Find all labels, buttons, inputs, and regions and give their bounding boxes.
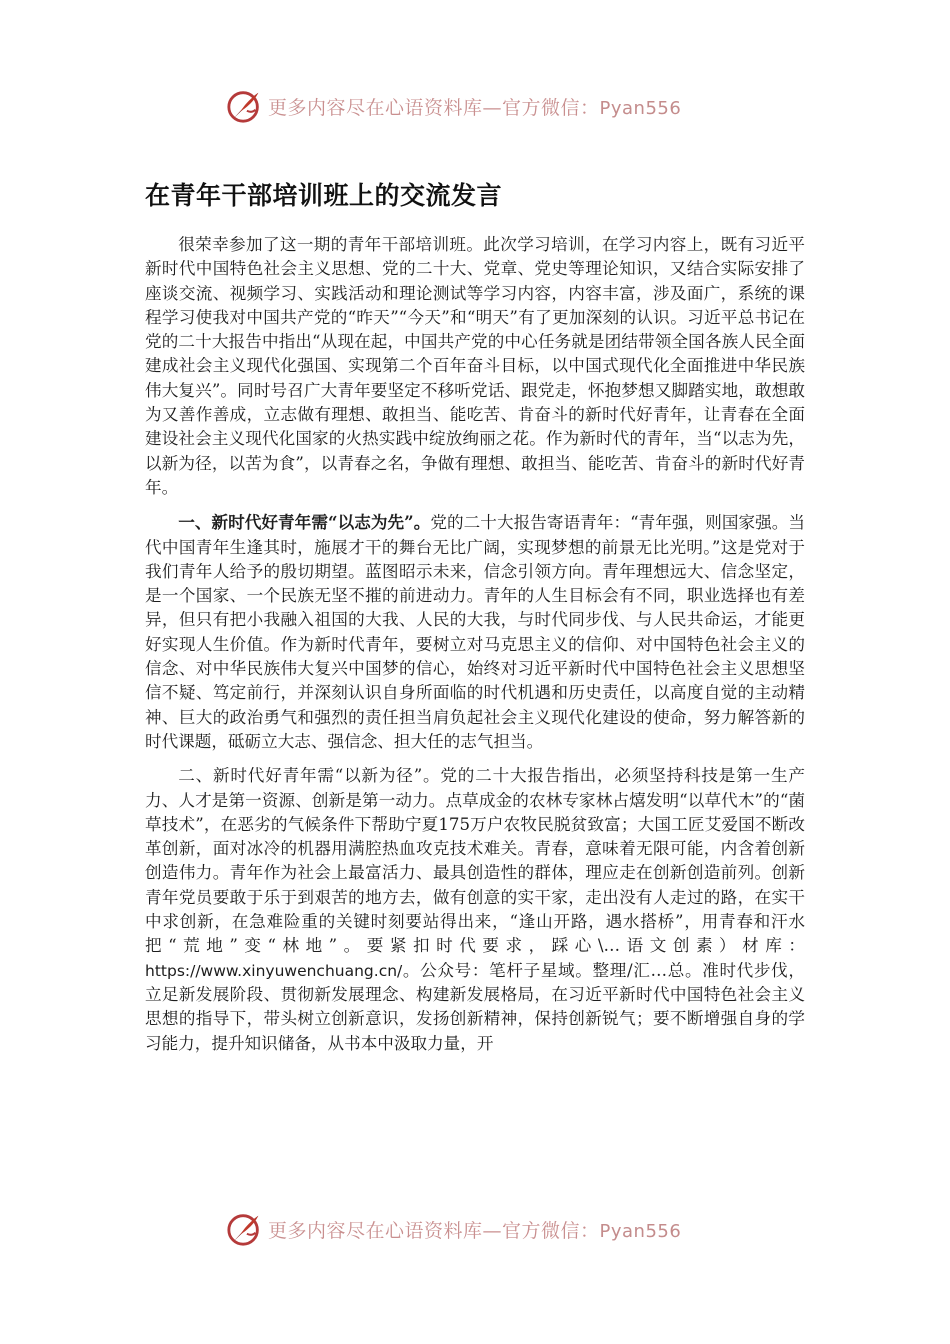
paragraph-intro: 很荣幸参加了这一期的青年干部培训班。此次学习培训，在学习内容上，既有习近平新时代中国特色社会主义思想、党的二十大、党章、党史等理论知识，又结合实际安排了座谈交流、视频学习、实践活动和理论测试等学习内容，内容丰富，涉及面广，系统的课程学习使我对中国共产党的“昨天”“今天”和“明天”有了更加深刻的认识。习近平总书记在党的二十大报告中指出“从现在起，中国共产党的中心任务就是团结带领全国各族人民全面建成社会主义现代化强国、实现第二个百年奋斗目标，以中国式现代化全面推进中华民族伟大复兴”。同时号召广大青年要坚定不移听党话、跟党走，怀抱梦想又脚踏实地，敢想敢为又善作善成，立志做有理想、敢担当、能吃苦、肯奋斗的新时代好青年，让青春在全面建设社会主义现代化国家的火热实践中绽放绚丽之花。作为新时代的青年，当“以志为先，以新为径，以苦为食”，以青春之名，争做有理想、敢担当、能吃苦、肯奋斗的新时代好青年。 [145, 235, 805, 497]
quill-logo-icon [226, 87, 264, 125]
wechat-id: Pyan556 [599, 97, 682, 119]
section-2-text-a: 二、新时代好青年需“以新为径”。党的二十大报告指出，必须坚持科技是第一生产力、人才是第一资源、创新是第一动力。点草成金的农林专家林占熺发明“以草代木”的“菌草技术”，在恶劣的气候条件下帮助宁夏175万户农牧民脱贫致富；大国工匠艾爱国不断改革创新，面对冰冷的机器用满腔热血攻克技术难关。青春，意味着无限可能，内含着创新创造伟力。青年作为社会上最富活力、最具创造性的群体，理应走在创新创造前列。创新青年党员要敢于乐于到艰苦的地方去，做有创意的实干家，走出没有人走过的路，在实干中求创新，在急难险重的关键时刻要站得出来，“逢山开路，遇水搭桥”，用青春和汗水把“荒地”变“林地”。要紧扣时代要求，踩心\…语文创素）材库： [145, 766, 805, 956]
page-title: 在青年干部培训班上的交流发言 [145, 181, 503, 210]
paragraph-section-2 [145, 764, 805, 1056]
source-url: https://www.xinyuwenchuang.cn/ [145, 961, 403, 980]
banner-text: 更多内容尽在心语资料库—官方微信：Pyan556 [268, 1219, 682, 1242]
header-banner [226, 86, 681, 126]
section-1-text: 党的二十大报告寄语青年：“青年强，则国家强。当代中国青年生逢其时，施展才干的舞台无比广阔，实现梦想的前景无比光明。”这是党对于我们青年人给予的殷切期望。蓝图昭示未来，信念引领方向。青年理想远大、信念坚定，是一个国家、一个民族无坚不摧的前进动力。青年的人生目标会有不同，职业选择也有差异，但只有把小我融入祖国的大我、人民的大我，与时代同步伐、与人民共命运，才能更好实现人生价值。作为新时代青年，要树立对马克思主义的信仰、对中国特色社会主义的信念、对中华民族伟大复兴中国梦的信心，始终对习近平新时代中国特色社会主义思想坚信不疑、笃定前行，并深刻认识自身所面临的时代机遇和历史责任，以高度自觉的主动精神、巨大的政治勇气和强烈的责任担当肩负起社会主义现代化建设的使命，努力解答新的时代课题，砥砺立大志、强信念、担大任的志气担当。 [145, 513, 805, 751]
quill-logo-icon [226, 1210, 264, 1248]
banner-text: 更多内容尽在心语资料库—官方微信：Pyan556 [268, 96, 682, 119]
section-1-heading: 一、新时代好青年需“以志为先”。 [178, 512, 431, 533]
document-body [145, 233, 805, 1066]
section-2-text-b: 。公众号：笔杆子星域。整理/汇…总。准时代步伐，立足新发展阶段、贯彻新发展理念、构建新发展格局，在习近平新时代中国特色社会主义思想的指导下，带头树立创新意识，发扬创新精神，保持创新锐气；要不断增强自身的学习能力，提升知识储备，从书本中汲取力量，开 [145, 960, 805, 1053]
wechat-id: Pyan556 [599, 1220, 682, 1242]
footer-banner [226, 1209, 681, 1249]
paragraph-section-1 [145, 510, 805, 754]
